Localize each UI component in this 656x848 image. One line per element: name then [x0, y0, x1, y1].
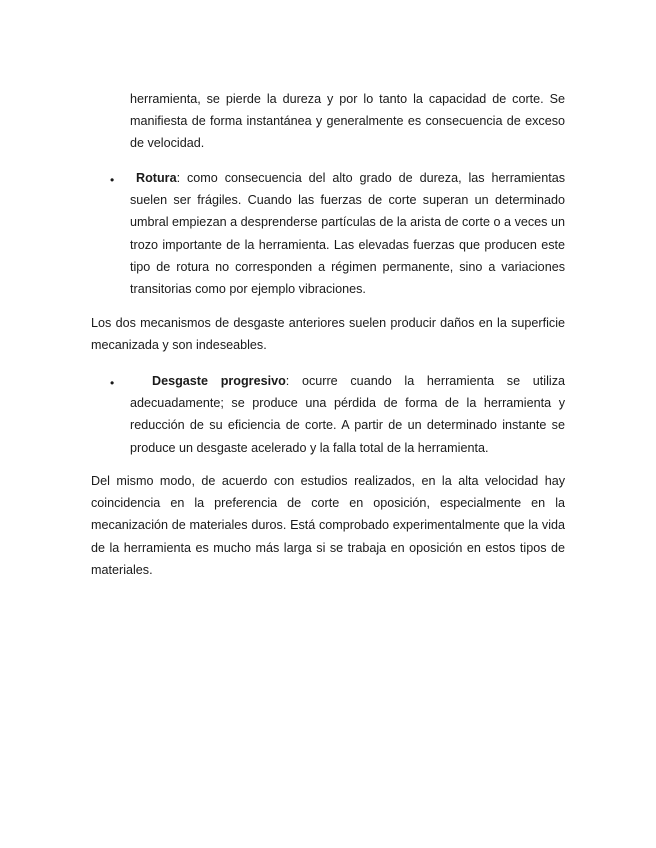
bullet-desgaste: •: [110, 376, 115, 390]
paragraph-mecanismos: Los dos mecanismos de desgaste anteriores suelen producir daños en la superficie mecanizada y son indeseables.: [91, 316, 565, 353]
rotura-item: [130, 167, 565, 300]
rotura-text: : como consecuencia del alto grado de dureza, las herramientas suelen ser frágiles. Cuando las fuerzas de corte superan un determinado umbral empiezan a desprenderse partículas de la arista de corte o a veces un trozo importante de la herramienta. Las elevadas fuerzas que producen este tipo de rotura no corresponden a régimen permanente, sino a variaciones transitorias como por ejemplo vibraciones.: [130, 171, 565, 297]
paragraph-final: Del mismo modo, de acuerdo con estudios realizados, en la alta velocidad hay coincidencia en la preferencia de corte en oposición, especialmente en la mecanización de materiales duros. Está comprobado experimentalmente que la vida de la herramienta es mucho más larga si se trabaja en oposición en estos tipos de materiales.: [91, 474, 565, 577]
desgaste-item: [130, 370, 565, 459]
bullet-rotura: •: [110, 173, 115, 187]
desgaste-term: Desgaste progresivo: [152, 374, 286, 388]
continuation-paragraph: herramienta, se pierde la dureza y por lo tanto la capacidad de corte. Se manifiesta de forma instantánea y generalmente es consecuencia de exceso de velocidad.: [130, 92, 565, 151]
rotura-term: Rotura: [136, 171, 177, 185]
desgaste-text: : ocurre cuando la herramienta se utiliza adecuadamente; se produce una pérdida de forma de la herramienta y reducción de su eficiencia de corte. A partir de un determinado instante se produce un desgaste acelerado y la falla total de la herramienta.: [130, 374, 565, 455]
